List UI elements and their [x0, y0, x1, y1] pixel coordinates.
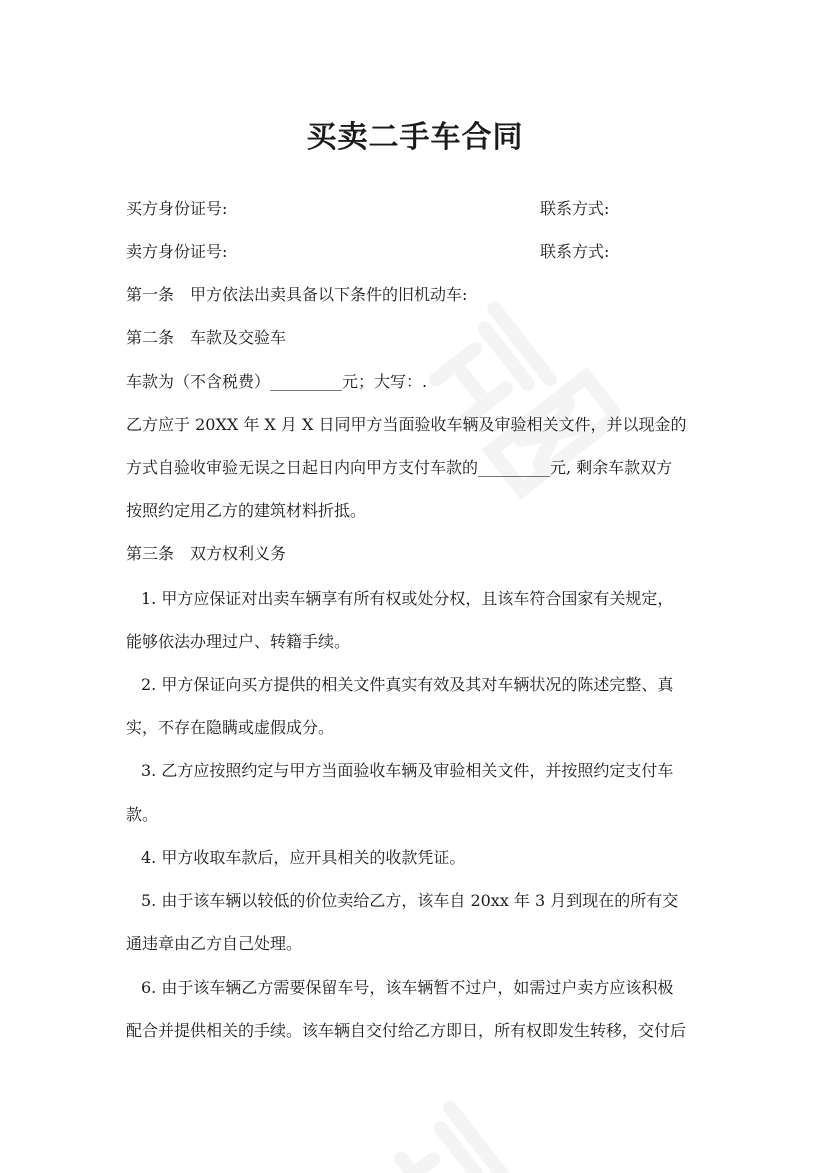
seller-info-row	[126, 239, 610, 262]
list-item-line: 4. 甲方收取车款后，应开具相关的收款凭证。	[141, 848, 466, 867]
article-number: 第一条	[126, 285, 175, 304]
list-item-line: 5. 由于该车辆以较低的价位卖给乙方，该车自 20xx 年 3 月到现在的所有交	[141, 891, 679, 910]
buyer-id-label: 买方身份证号:	[126, 199, 228, 218]
article-2	[126, 325, 286, 348]
article-heading: 车款及交验车	[190, 328, 287, 347]
list-item-line: 3. 乙方应按照约定与甲方当面验收车辆及审验相关文件，并按照约定支付车	[141, 761, 674, 780]
seller-id-label: 卖方身份证号:	[126, 242, 228, 261]
list-item-line: 款。	[126, 805, 159, 824]
paragraph-line: 方式自验收审验无误之日起日内向甲方支付车款的_________元, 剩余车款双方	[126, 458, 673, 477]
article-heading: 甲方依法出卖具备以下条件的旧机动车:	[190, 285, 468, 304]
list-item-line: 1. 甲方应保证对出卖车辆享有所有权或处分权，且该车符合国家有关规定，	[141, 589, 674, 608]
article-3	[126, 541, 286, 564]
page-title: 买卖二手车合同	[306, 120, 524, 155]
list-item-line: 实，不存在隐瞒或虚假成分。	[126, 718, 335, 737]
price-line: 车款为（不含税费）_________元；大写：.	[126, 372, 428, 391]
seller-contact-label: 联系方式:	[540, 242, 610, 261]
watermark-stamp-icon	[360, 1090, 530, 1173]
list-item-line: 配合并提供相关的手续。该车辆自交付给乙方即日，所有权即发生转移，交付后	[126, 1021, 687, 1040]
list-item-line: 2. 甲方保证向买方提供的相关文件真实有效及其对车辆状况的陈述完整、真	[141, 675, 674, 694]
list-item-line: 通违章由乙方自己处理。	[126, 934, 303, 953]
article-1	[126, 282, 467, 305]
article-heading: 双方权利义务	[190, 544, 287, 563]
paragraph-line: 乙方应于 20XX 年 X 月 X 日同甲方当面验收车辆及审验相关文件，并以现金的	[126, 415, 687, 434]
list-item-line: 能够依法办理过户、转籍手续。	[126, 632, 351, 651]
paragraph-line: 按照约定用乙方的建筑材料折抵。	[126, 501, 367, 520]
article-number: 第二条	[126, 328, 175, 347]
list-item-line: 6. 由于该车辆乙方需要保留车号，该车辆暂不过户，如需过户卖方应该积极	[141, 978, 674, 997]
buyer-contact-label: 联系方式:	[540, 199, 610, 218]
article-number: 第三条	[126, 544, 175, 563]
buyer-info-row	[126, 196, 610, 219]
